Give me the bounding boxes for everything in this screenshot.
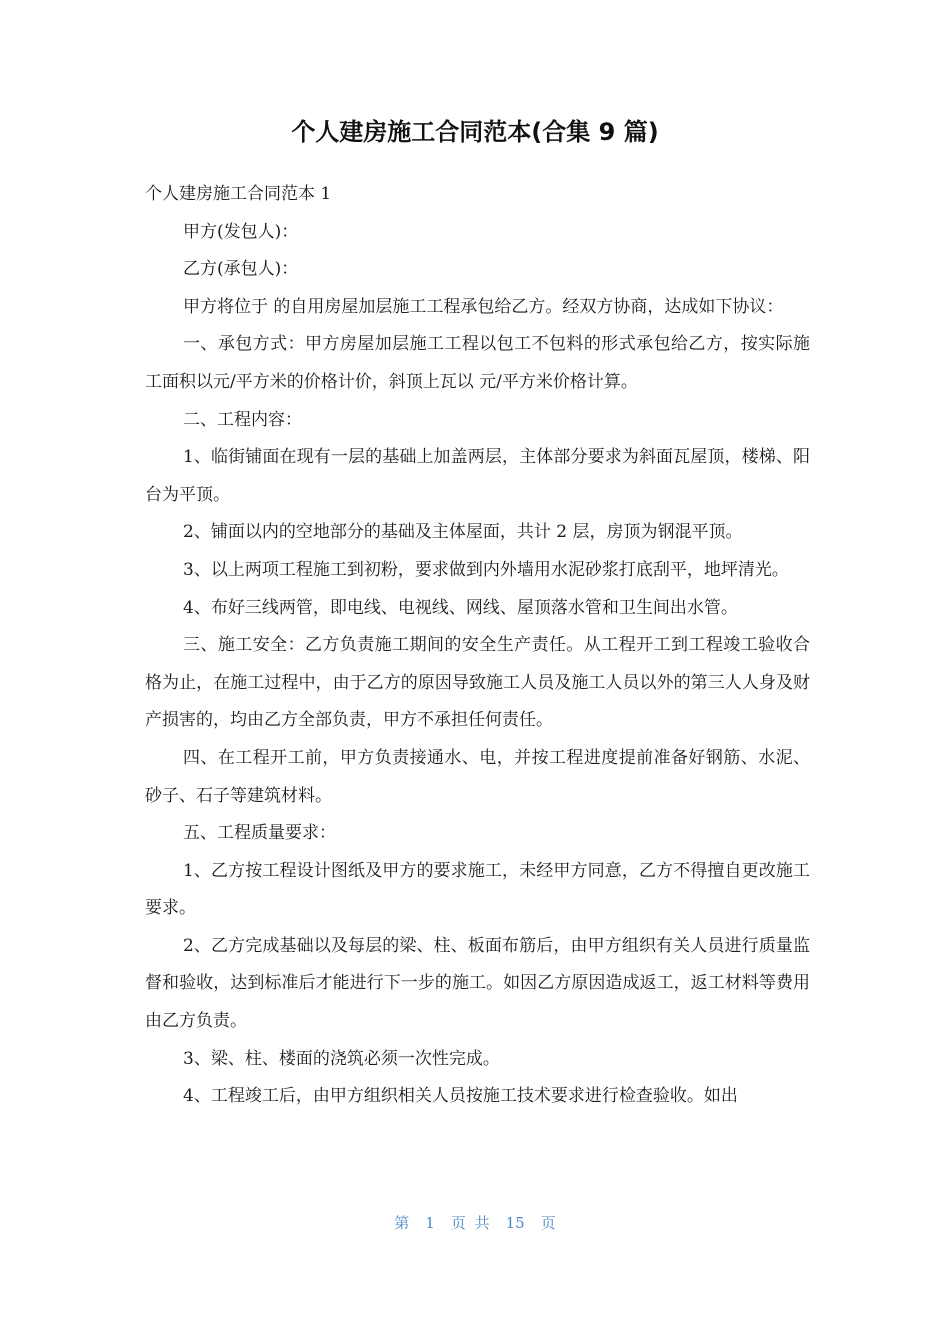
paragraph: 2、铺面以内的空地部分的基础及主体屋面，共计 2 层，房顶为钢混平顶。: [183, 522, 743, 543]
paragraph: 五、工程质量要求：: [183, 823, 336, 844]
paragraph: 3、以上两项工程施工到初粉，要求做到内外墙用水泥砂浆打底刮平，地坪清光。: [183, 559, 789, 580]
paragraph: 1、乙方按工程设计图纸及甲方的要求施工，未经甲方同意，乙方不得擅自更改施工要求。: [145, 860, 810, 919]
paragraph: 3、梁、柱、楼面的浇筑必须一次性完成。: [183, 1048, 500, 1069]
footer-total-pages: 15: [505, 1214, 525, 1232]
section-heading: 个人建房施工合同范本 1: [145, 184, 332, 204]
document-body: [145, 176, 810, 1116]
page-footer: [0, 1212, 950, 1234]
footer-label-of: 页 共: [450, 1214, 490, 1232]
paragraph: 二、工程内容：: [183, 409, 302, 430]
paragraph: 甲方将位于 的自用房屋加层施工工程承包给乙方。经双方协商，达成如下协议：: [183, 296, 784, 317]
paragraph: 三、施工安全：乙方负责施工期间的安全生产责任。从工程开工到工程竣工验收合格为止，在施工过程中，由于乙方的原因导致施工人员及施工人员以外的第三人人身及财产损害的，均由乙方全部负责，甲方不承担任何责任。: [145, 635, 810, 731]
paragraph: 四、在工程开工前，甲方负责接通水、电，并按工程进度提前准备好钢筋、水泥、砂子、石子等建筑材料。: [145, 747, 810, 806]
footer-label-pages: 页: [540, 1214, 556, 1232]
paragraph: 1、临街铺面在现有一层的基础上加盖两层，主体部分要求为斜面瓦屋顶，楼梯、阳台为平顶。: [145, 447, 810, 505]
footer-label-page: 第: [394, 1214, 410, 1232]
paragraph: 甲方(发包人)：: [183, 221, 299, 242]
paragraph: 一、承包方式：甲方房屋加层施工工程以包工不包料的形式承包给乙方，按实际施工面积以元/平方米的价格计价，斜顶上瓦以 元/平方米价格计算。: [145, 334, 810, 392]
paragraph: 2、乙方完成基础以及每层的梁、柱、板面布筋后，由甲方组织有关人员进行质量监督和验收，达到标准后才能进行下一步的施工。如因乙方原因造成返工，返工材料等费用由乙方负责。: [145, 935, 810, 1032]
footer-current-page: 1: [425, 1214, 435, 1232]
document-title: 个人建房施工合同范本(合集 9 篇): [291, 118, 659, 146]
paragraph: 乙方(承包人)：: [183, 259, 299, 280]
paragraph: 4、布好三线两管，即电线、电视线、网线、屋顶落水管和卫生间出水管。: [183, 597, 738, 618]
paragraph: 4、工程竣工后，由甲方组织相关人员按施工技术要求进行检查验收。如出: [183, 1086, 738, 1107]
